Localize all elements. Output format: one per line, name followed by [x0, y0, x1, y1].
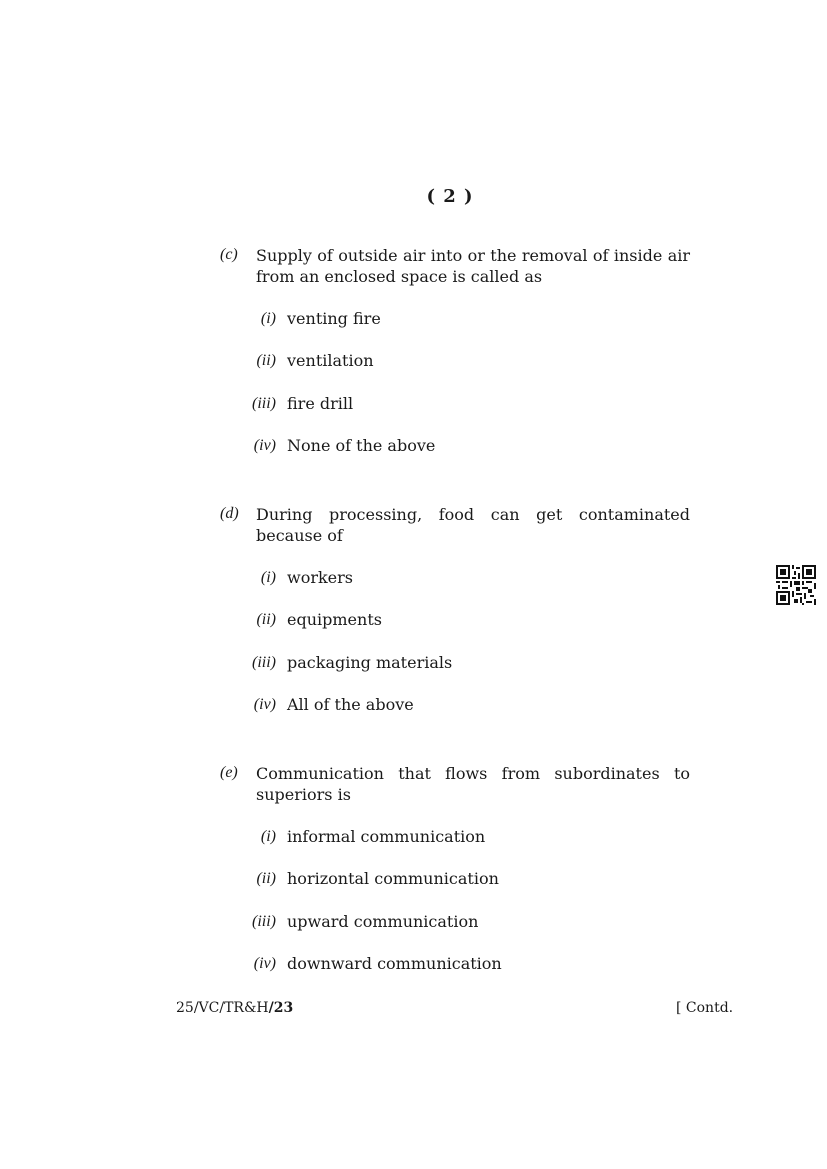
option-c-iv: [220, 436, 690, 460]
question-label: (c): [220, 246, 238, 263]
option-text: equipments: [287, 610, 382, 629]
option-text: venting fire: [287, 309, 381, 328]
question-text: During processing, food can get contaminated because of: [256, 505, 690, 545]
option-label: (i): [260, 310, 276, 327]
option-text: upward communication: [287, 912, 479, 931]
option-label: (iii): [252, 395, 276, 412]
option-text: packaging materials: [287, 653, 453, 672]
option-e-iv: [220, 954, 690, 978]
option-d-iii: [220, 653, 690, 677]
question-e: [220, 763, 690, 805]
option-c-iii: [220, 394, 690, 418]
option-c-i: [220, 309, 690, 333]
option-text: ventilation: [287, 351, 374, 370]
option-label: (ii): [256, 352, 276, 369]
option-e-i: [220, 827, 690, 851]
question-text: Supply of outside air into or the removal of inside air from an enclosed space is called as: [256, 246, 690, 286]
option-text: All of the above: [287, 695, 414, 714]
option-e-ii: [220, 869, 690, 893]
option-text: None of the above: [287, 436, 436, 455]
question-label: (e): [220, 764, 238, 781]
option-text: horizontal communication: [287, 869, 499, 888]
qr-code-icon: [776, 565, 816, 605]
question-text: Communication that flows from subordinates to superiors is: [256, 764, 690, 804]
option-d-iv: [220, 695, 690, 719]
option-d-i: [220, 568, 690, 592]
option-label: (iii): [252, 913, 276, 930]
option-c-ii: [220, 351, 690, 375]
paper-code: [176, 1000, 293, 1016]
question-label: (d): [220, 505, 239, 522]
option-text: downward communication: [287, 954, 502, 973]
option-label: (i): [260, 569, 276, 586]
option-label: (i): [260, 828, 276, 845]
option-label: (iv): [253, 696, 276, 713]
continued-marker: [ Contd.: [676, 1000, 734, 1016]
option-text: informal communication: [287, 827, 486, 846]
question-c: [220, 245, 690, 287]
option-d-ii: [220, 610, 690, 634]
option-text: fire drill: [287, 394, 354, 413]
option-label: (ii): [256, 870, 276, 887]
option-e-iii: [220, 912, 690, 936]
option-label: (iv): [253, 955, 276, 972]
paper-code-prefix: 25/VC/TR&H: [176, 1000, 269, 1016]
option-text: workers: [287, 568, 353, 587]
option-label: (ii): [256, 611, 276, 628]
option-label: (iv): [253, 437, 276, 454]
paper-code-suffix: /23: [268, 1000, 294, 1016]
option-label: (iii): [252, 654, 276, 671]
question-d: [220, 504, 690, 546]
page-number: ( 2 ): [426, 186, 474, 207]
